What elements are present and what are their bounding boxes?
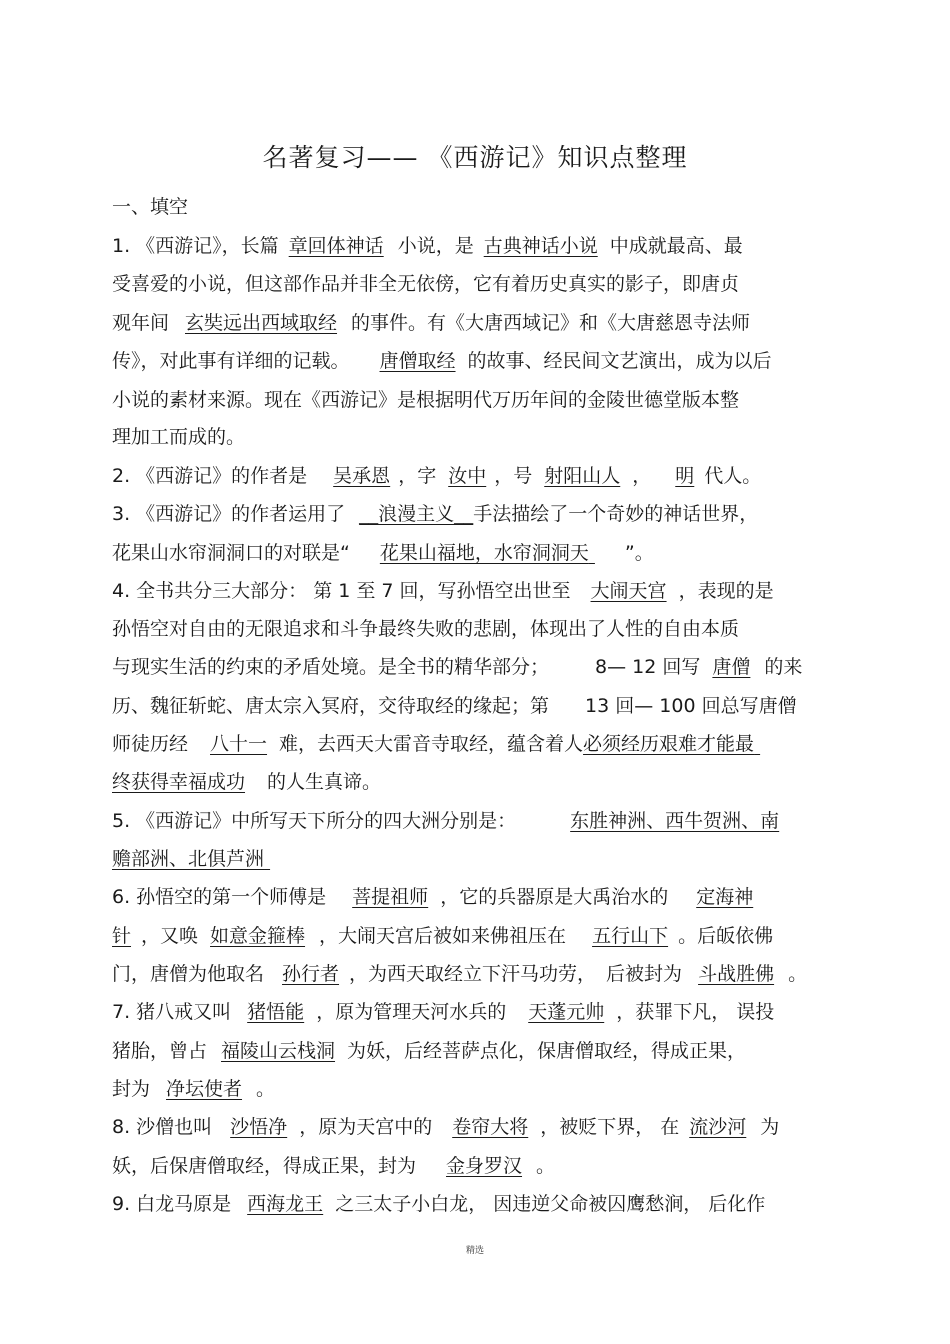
answer-blank: 斗战胜佛: [698, 963, 775, 985]
section-heading: 一、填空: [112, 196, 189, 218]
answer-blank: 如意金箍棒: [210, 925, 306, 947]
q6-line-2: 针 ，又唤 如意金箍棒 ，大闹天宫后被如来佛祖压在 五行山下 。后皈依佛: [112, 925, 774, 947]
answer-blank: 古典神话小说: [483, 235, 598, 257]
q1-line-5: 小说的素材来源。现在《西游记》是根据明代万历年间的金陵世德堂版本整: [112, 389, 740, 411]
q4-line-4: 历、魏征斩蛇、唐太宗入冥府，交待取经的缘起；第 13 回— 100 回总写唐僧: [112, 695, 797, 717]
answer-blank: 吴承恩: [333, 465, 391, 487]
q8-line-1: 8. 沙僧也叫 沙悟净 ，原为天宫中的 卷帘大将 ，被贬下界， 在 流沙河 为: [112, 1116, 780, 1138]
q1-line-4: 传》，对此事有详细的记载。 唐僧取经 的故事、经民间文艺演出，成为以后: [112, 350, 772, 372]
q1-line-2: 受喜爱的小说，但这部作品并非全无依傍，它有着历史真实的影子，即唐贞: [112, 273, 740, 295]
answer-blank: 射阳山人: [544, 465, 621, 487]
answer-blank: 菩提祖师: [352, 886, 429, 908]
answer-blank: 净坛使者: [166, 1078, 243, 1100]
q5-line-2: [112, 846, 274, 872]
answer-blank: 唐僧取经: [379, 350, 456, 372]
q5-line-1: 5. 《西游记》中所写天下所分的四大洲分别是： 东胜神洲、西牛贺洲、南: [112, 810, 780, 832]
q4-line-2: 孙悟空对自由的无限追求和斗争最终失败的悲剧，体现出了人性的自由本质: [112, 618, 740, 640]
answer-blank: 必须经历艰难才能最: [583, 733, 755, 755]
q1-line-1: 1. 《西游记》，长篇 章回体神话 小说，是 古典神话小说 中成就最高、最: [112, 235, 743, 257]
answer-blank: 玄奘远出西域取经: [185, 312, 338, 334]
answer-blank: 明: [675, 465, 695, 487]
q8-line-2: 妖，后保唐僧取经，得成正果，封为 金身罗汉 。: [112, 1155, 556, 1177]
answer-blank: 针: [112, 925, 132, 947]
q7-line-1: 7. 猪八戒又叫 猪悟能 ，原为管理天河水兵的 天蓬元帅 ，获罪下凡， 误投: [112, 1001, 775, 1023]
answer-blank: 卷帘大将: [452, 1116, 529, 1138]
q3-line-1: 3. 《西游记》的作者运用了 __浪漫主义__手法描绘了一个奇妙的神话世界，: [112, 503, 759, 525]
page-footer: 精选: [465, 1246, 484, 1256]
answer-blank: 汝中: [448, 465, 487, 487]
answer-blank: 流沙河: [689, 1116, 747, 1138]
q7-line-3: 封为 净坛使者 。: [112, 1078, 276, 1100]
answer-blank: 猪悟能: [247, 1001, 305, 1023]
q4-line-5: 师徒历经 八十一 难，去西天大雷音寺取经，蕴含着人必须经历艰难才能最: [112, 733, 755, 755]
answer-blank: 天蓬元帅: [528, 1001, 605, 1023]
answer-blank: 花果山福地，水帘洞洞天: [379, 542, 589, 564]
answer-blank: 西海龙王: [247, 1193, 324, 1215]
answer-blank: 孙行者: [282, 963, 340, 985]
answer-blank: 东胜神洲、西牛贺洲、南: [570, 810, 780, 832]
answer-blank: 金身罗汉: [446, 1155, 523, 1177]
q1-line-3: 观年间 玄奘远出西域取经 的事件。有《大唐西域记》和《大唐慈恩寺法师: [112, 312, 751, 334]
answer-blank: 沙悟净: [230, 1116, 288, 1138]
answer-blank: 唐僧: [712, 656, 751, 678]
answer-blank: 赡部洲、北俱芦洲: [112, 848, 265, 870]
answer-blank: __浪漫主义__: [359, 503, 474, 525]
answer-blank: 定海神: [696, 886, 754, 908]
q4-line-3: 与现实生活的约束的矛盾处境。是全书的精华部分； 8— 12 回写 唐僧 的来: [112, 656, 803, 678]
page-title: 名著复习—— 《西游记》知识点整理: [262, 143, 688, 172]
q2-line: 2. 《西游记》的作者是 吴承恩 ，字 汝中 ，号 射阳山人 ， 明 代人。: [112, 465, 762, 487]
answer-blank: 五行山下: [592, 925, 669, 947]
q4-line-6: 终获得幸福成功 的人生真谛。: [112, 771, 382, 793]
q7-line-2: 猪胎，曾占 福陵山云栈洞 为妖，后经菩萨点化，保唐僧取经，得成正果，: [112, 1040, 747, 1062]
answer-blank: 大闹天宫: [590, 580, 667, 602]
answer-blank: 八十一: [210, 733, 268, 755]
q4-line-1: 4. 全书共分三大部分： 第 1 至 7 回，写孙悟空出世至 大闹天宫 ，表现的是: [112, 580, 774, 602]
q6-line-3: 门，唐僧为他取名 孙行者 ，为西天取经立下汗马功劳， 后被封为 斗战胜佛 。: [112, 963, 808, 985]
q6-line-1: 6. 孙悟空的第一个师傅是 菩提祖师 ，它的兵器原是大禹治水的 定海神: [112, 886, 754, 908]
answer-blank: 福陵山云栈洞: [221, 1040, 336, 1062]
answer-blank: 终获得幸福成功: [112, 771, 246, 793]
q1-line-6: 理加工而成的。: [112, 426, 246, 448]
q3-line-2: 花果山水帘洞洞口的对联是“ 花果山福地，水帘洞洞天 ”。: [112, 542, 654, 564]
answer-blank: 章回体神话: [288, 235, 384, 257]
q9-line-1: 9. 白龙马原是 西海龙王 之三太子小白龙， 因违逆父命被囚鹰愁涧， 后化作: [112, 1193, 766, 1215]
